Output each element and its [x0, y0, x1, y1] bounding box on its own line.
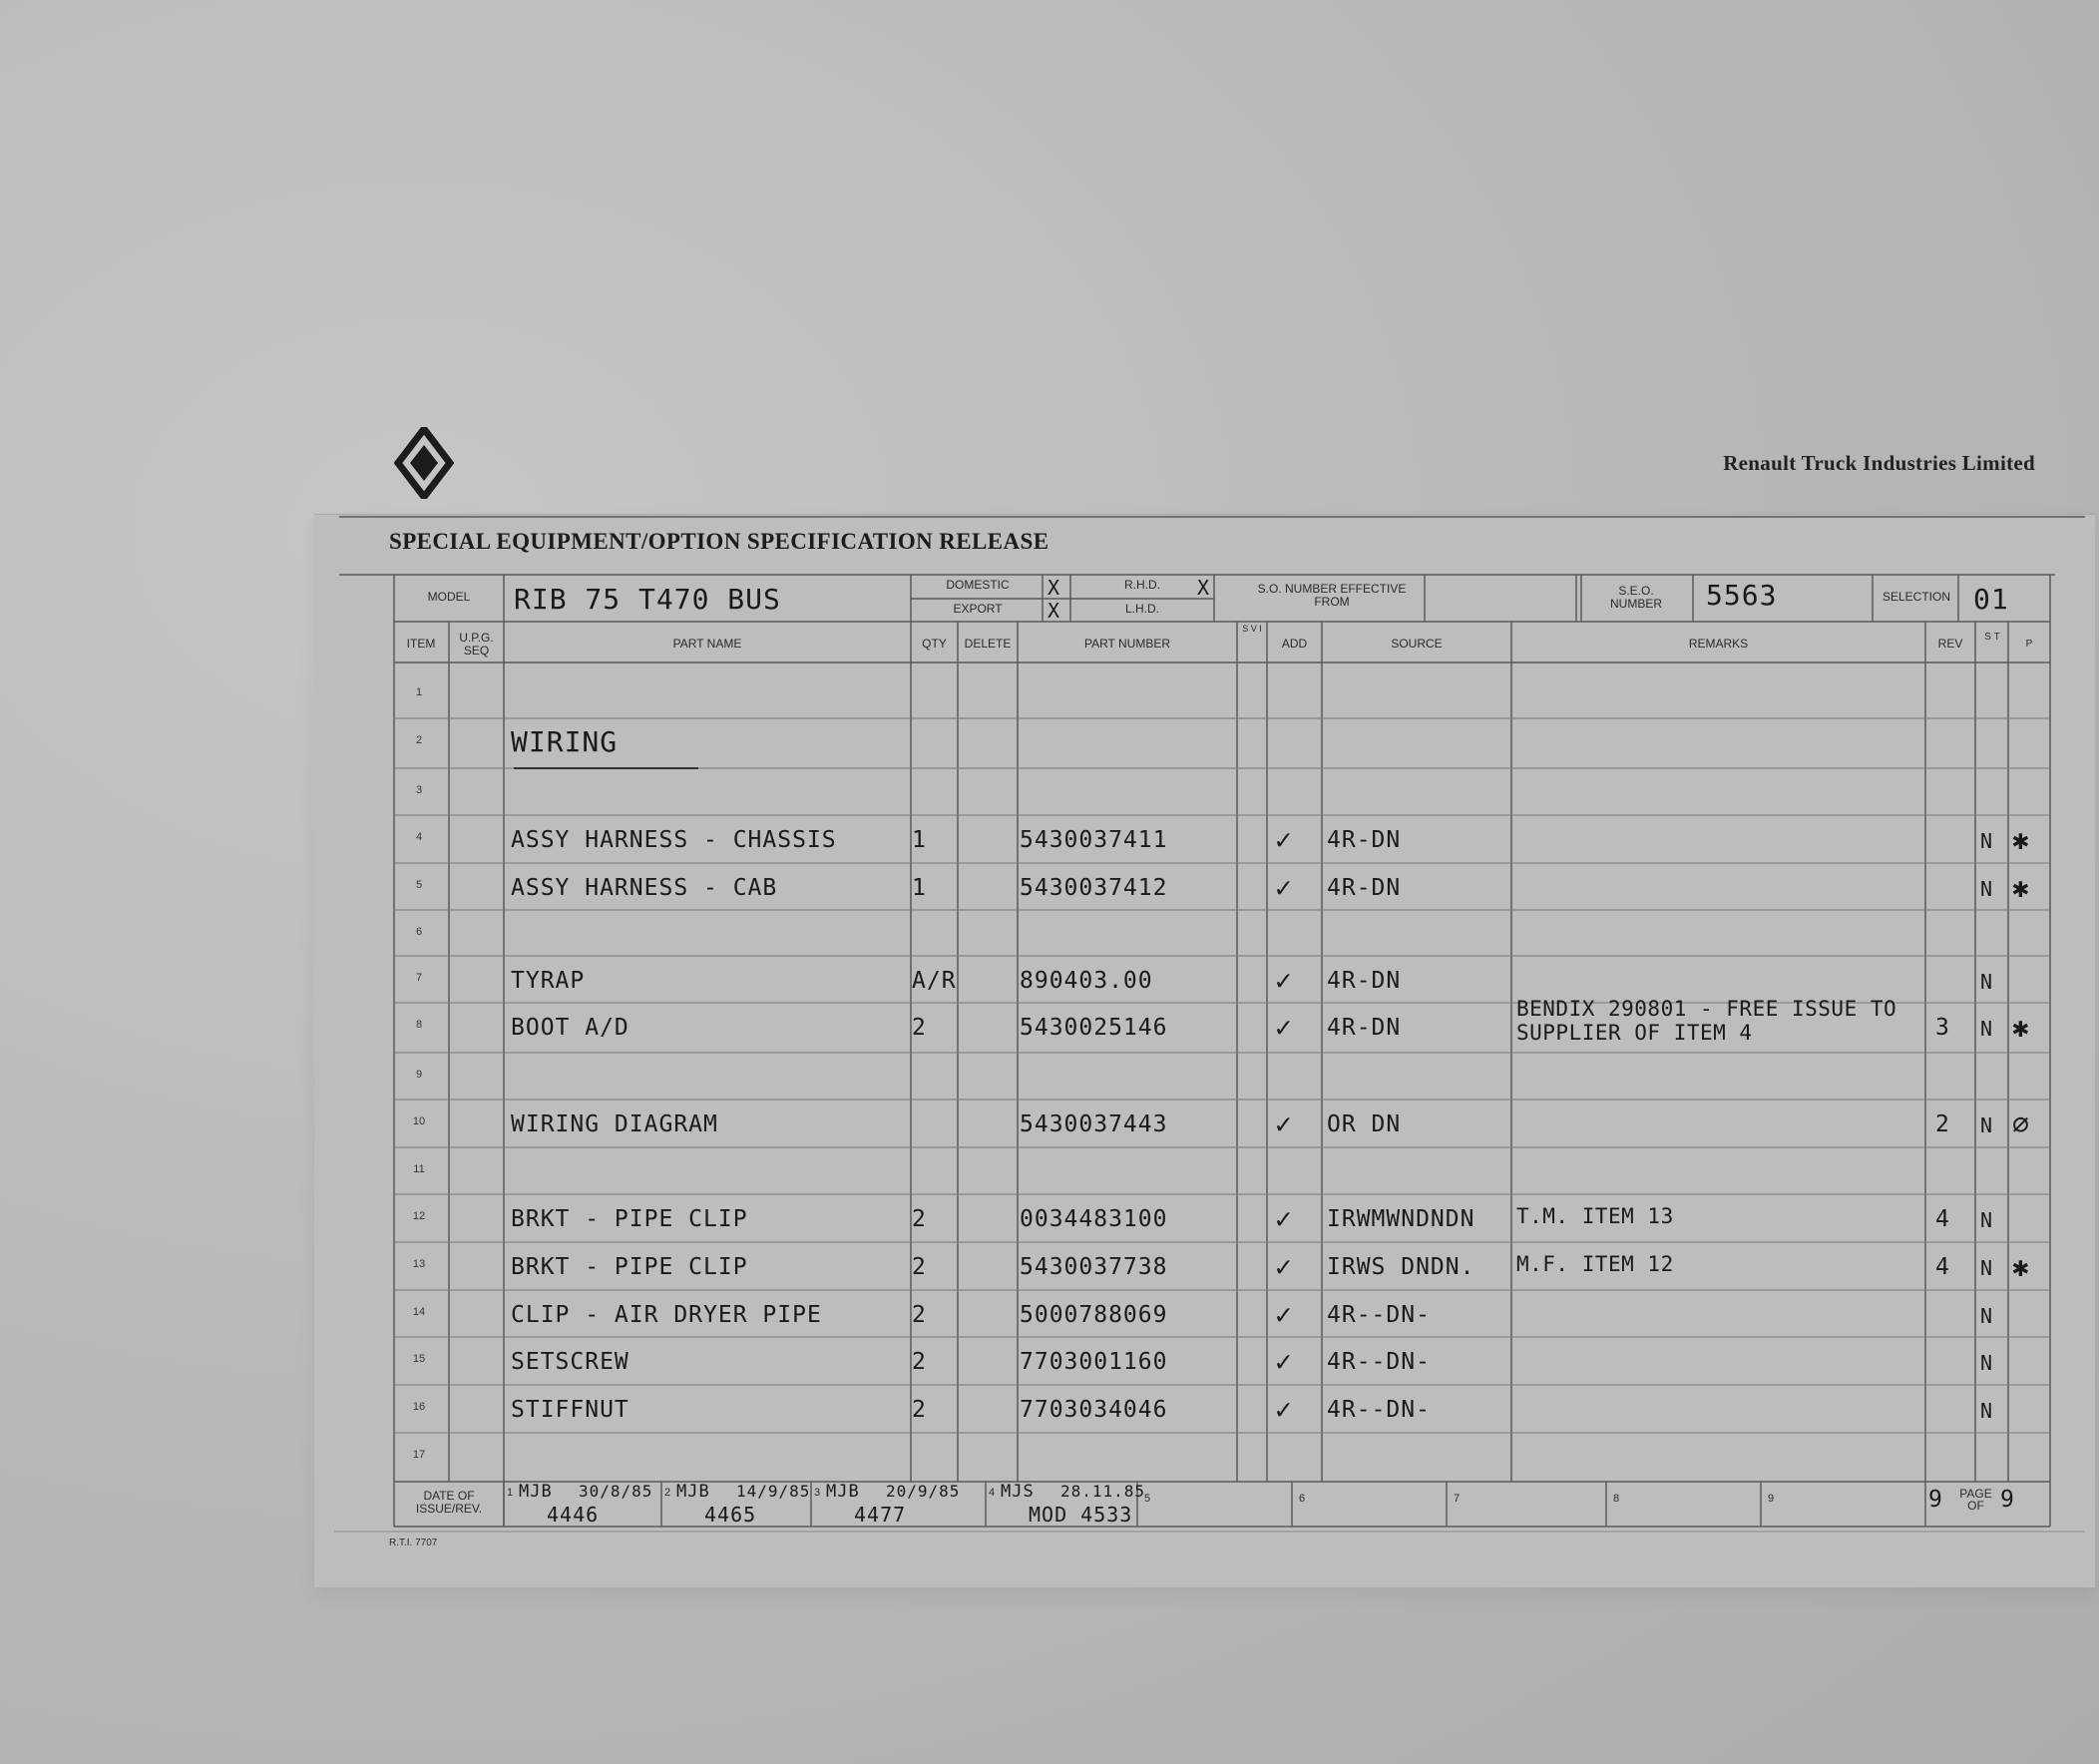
row-item-number: 5 [415, 879, 423, 891]
row-part-number: 5000788069 [1020, 1302, 1168, 1328]
row-qty: 2 [912, 1015, 927, 1041]
row-item-number: 12 [412, 1210, 426, 1222]
row-add-check: ✓ [1275, 871, 1293, 904]
revision-slot-number: 7 [1453, 1493, 1461, 1505]
row-part-number: 7703034046 [1020, 1397, 1168, 1423]
row-qty: 1 [912, 875, 927, 901]
row-qty: 2 [912, 1206, 927, 1232]
row-flag: ✱ [2012, 1250, 2030, 1283]
company-name: Renault Truck Industries Limited [1723, 451, 2035, 475]
seo-number-label: S.E.O. NUMBER [1609, 584, 1662, 611]
row-part-number: 7703001160 [1020, 1349, 1168, 1375]
row-remarks: BENDIX 290801 - FREE ISSUE TO SUPPLIER OF ITEM 4 [1516, 997, 1897, 1045]
revision-number: 3 [814, 1487, 821, 1499]
row-part-number: 5430037738 [1020, 1254, 1168, 1280]
row-add-check: ✓ [1275, 1345, 1293, 1378]
revision-number: 2 [664, 1487, 671, 1499]
col-part-name: PART NAME [672, 637, 742, 651]
col-flag: P [2025, 639, 2033, 650]
revision-reference: MOD 4533 [1029, 1503, 1133, 1527]
row-part-name: BRKT - PIPE CLIP [511, 1206, 748, 1232]
row-part-name: ASSY HARNESS - CHASSIS [511, 827, 837, 853]
row-part-name: BRKT - PIPE CLIP [511, 1254, 748, 1280]
row-st: N [1980, 970, 1994, 994]
row-flag: ✱ [2012, 823, 2030, 856]
row-source: 4R--DN- [1327, 1397, 1431, 1423]
col-delete: DELETE [964, 637, 1012, 651]
row-add-check: ✓ [1275, 964, 1293, 997]
domestic-label: DOMESTIC [946, 578, 1010, 592]
row-add-check: ✓ [1275, 1250, 1293, 1283]
revision-reference: 4477 [854, 1503, 907, 1527]
row-item-number: 15 [412, 1353, 426, 1365]
row-part-number: 5430037412 [1020, 875, 1168, 901]
row-rev: 4 [1935, 1254, 1950, 1280]
col-rev: REV [1937, 637, 1963, 651]
revision-initials: MJB [676, 1482, 710, 1502]
seo-number-value: 5563 [1706, 579, 1778, 612]
row-part-number: 5430037443 [1020, 1111, 1168, 1137]
row-part-name: CLIP - AIR DRYER PIPE [511, 1302, 822, 1328]
revision-slot-number: 8 [1612, 1493, 1620, 1505]
row-add-check: ✓ [1275, 1298, 1293, 1331]
row-rev: 4 [1935, 1206, 1950, 1232]
row-item-number: 14 [412, 1306, 426, 1318]
row-st: N [1980, 877, 1994, 901]
revision-slot-number: 6 [1298, 1493, 1306, 1505]
page-number: 9 [1928, 1487, 1943, 1513]
row-qty: 2 [912, 1254, 927, 1280]
so-number-label: S.O. NUMBER EFFECTIVE FROM [1257, 582, 1407, 609]
col-s: S V I [1242, 624, 1262, 634]
form-title: SPECIAL EQUIPMENT/OPTION SPECIFICATION RELEASE [389, 529, 1050, 554]
row-rev: 2 [1935, 1111, 1950, 1137]
row-remarks: M.F. ITEM 12 [1516, 1252, 1674, 1276]
selection-value: 01 [1973, 583, 2009, 616]
row-st: N [1980, 1304, 1994, 1328]
row-qty: 1 [912, 827, 927, 853]
row-part-number: 890403.00 [1020, 968, 1153, 994]
revision-slot-number: 5 [1143, 1493, 1151, 1505]
row-part-name: TYRAP [511, 968, 586, 994]
row-part-number: 0034483100 [1020, 1206, 1168, 1232]
row-part-name: BOOT A/D [511, 1015, 630, 1041]
row-rev: 3 [1935, 1015, 1950, 1041]
row-st: N [1980, 829, 1994, 853]
revision-reference: 4465 [704, 1503, 757, 1527]
row-st: N [1980, 1256, 1994, 1280]
revision-date: 30/8/85 [579, 1482, 653, 1501]
col-part-number: PART NUMBER [1083, 637, 1170, 651]
row-item-number: 7 [415, 972, 423, 984]
col-add: ADD [1281, 637, 1308, 651]
row-st: N [1980, 1399, 1994, 1423]
row-part-name: ASSY HARNESS - CAB [511, 875, 778, 901]
row-source: 4R-DN [1327, 1015, 1402, 1041]
col-upg-seq: U.P.G. SEQ [459, 631, 494, 658]
row-item-number: 2 [415, 734, 423, 746]
form-code: R.T.I. 7707 [389, 1538, 438, 1548]
revision-initials: MJB [519, 1482, 553, 1502]
page-of-label: PAGE OF [1959, 1487, 1992, 1513]
col-qty: QTY [922, 637, 947, 651]
revision-reference: 4446 [547, 1503, 600, 1527]
selection-label: SELECTION [1882, 590, 1950, 604]
row-part-name: STIFFNUT [511, 1397, 630, 1423]
lhd-label: L.H.D. [1124, 602, 1159, 616]
row-item-number: 17 [412, 1449, 426, 1461]
row-item-number: 9 [415, 1069, 423, 1081]
revision-number: 4 [989, 1487, 996, 1499]
revision-date: 28.11.85 [1060, 1482, 1146, 1501]
row-st: N [1980, 1017, 1994, 1041]
row-add-check: ✓ [1275, 1393, 1293, 1426]
row-st: N [1980, 1351, 1994, 1375]
row-item-number: 16 [412, 1401, 426, 1413]
row-item-number: 11 [413, 1163, 425, 1175]
row-source: IRWS DNDN. [1327, 1254, 1475, 1280]
row-flag: ∅ [2012, 1107, 2030, 1140]
export-mark: X [1048, 599, 1061, 623]
row-flag: ✱ [2012, 871, 2030, 904]
row-add-check: ✓ [1275, 823, 1293, 856]
row-item-number: 3 [415, 784, 423, 796]
row-source: 4R--DN- [1327, 1302, 1431, 1328]
row-item-number: 13 [412, 1258, 426, 1270]
row-item-number: 10 [412, 1115, 426, 1127]
col-item: ITEM [406, 637, 436, 651]
col-source: SOURCE [1391, 637, 1443, 651]
row-item-number: 4 [415, 831, 423, 843]
export-label: EXPORT [953, 602, 1003, 616]
model-label: MODEL [427, 590, 471, 604]
revision-slot-number: 9 [1767, 1493, 1775, 1505]
of-number: 9 [2000, 1487, 2015, 1513]
domestic-mark: X [1048, 576, 1061, 600]
row-qty: 2 [912, 1397, 927, 1423]
row-source: OR DN [1327, 1111, 1402, 1137]
row-qty: 2 [912, 1302, 927, 1328]
revision-initials: MJS [1001, 1482, 1035, 1502]
row-flag: ✱ [2012, 1011, 2030, 1044]
row-add-check: ✓ [1275, 1011, 1293, 1044]
row-part-number: 5430037411 [1020, 827, 1168, 853]
row-source: 4R-DN [1327, 827, 1402, 853]
row-part-name: WIRING [511, 725, 619, 758]
row-item-number: 8 [415, 1019, 423, 1031]
model-value: RIB 75 T470 BUS [514, 583, 781, 616]
row-st: N [1980, 1113, 1994, 1137]
row-qty: A/R [912, 968, 957, 994]
row-remarks: T.M. ITEM 13 [1516, 1204, 1674, 1228]
col-remarks: REMARKS [1688, 637, 1749, 651]
row-part-name: SETSCREW [511, 1349, 630, 1375]
row-add-check: ✓ [1275, 1107, 1293, 1140]
row-part-number: 5430025146 [1020, 1015, 1168, 1041]
row-st: N [1980, 1208, 1994, 1232]
row-part-name: WIRING DIAGRAM [511, 1111, 718, 1137]
revision-number: 1 [507, 1487, 514, 1499]
row-qty: 2 [912, 1349, 927, 1375]
row-source: 4R--DN- [1327, 1349, 1431, 1375]
row-source: IRWMWNDNDN [1327, 1206, 1475, 1232]
col-st: S T [1984, 632, 2000, 643]
row-add-check: ✓ [1275, 1202, 1293, 1235]
row-item-number: 1 [415, 686, 423, 698]
date-of-issue-label: DATE OF ISSUE/REV. [415, 1489, 483, 1516]
row-item-number: 6 [415, 926, 423, 938]
rhd-mark: X [1197, 576, 1211, 600]
wiring-underline [514, 767, 698, 769]
revision-date: 20/9/85 [886, 1482, 961, 1501]
revision-date: 14/9/85 [736, 1482, 811, 1501]
rhd-label: R.H.D. [1124, 578, 1160, 592]
revision-initials: MJB [826, 1482, 860, 1502]
row-source: 4R-DN [1327, 968, 1402, 994]
row-source: 4R-DN [1327, 875, 1402, 901]
